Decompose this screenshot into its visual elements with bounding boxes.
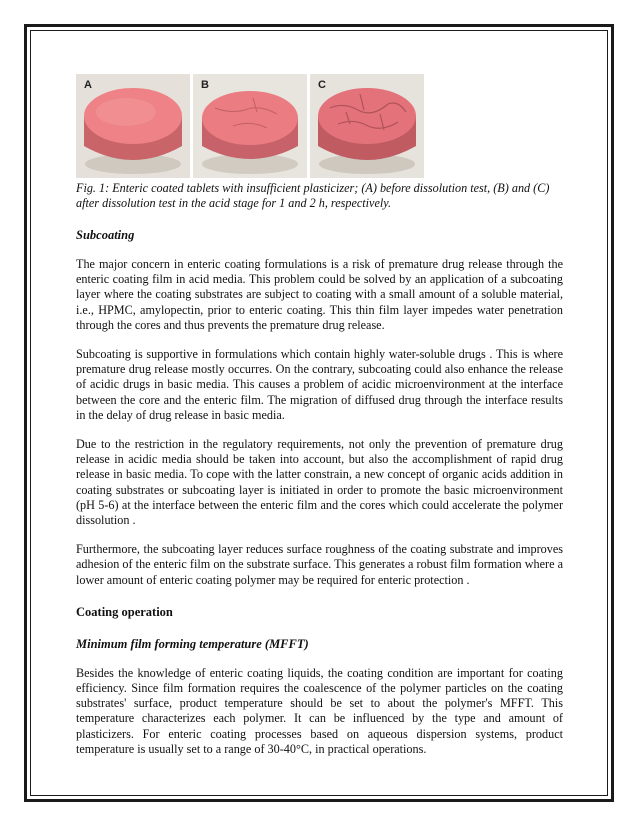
- panel-letter-b: B: [201, 79, 209, 91]
- paragraph-subcoating-3: Due to the restriction in the regulatory requirements, not only the prevention of premature drug release in acidic media should be taken into account, but also the accomplishment of rapid drug release in basic media. To cope with the latter constrain, a new concept of organic acids addition in coating substrates or subcoating layer is initiated in order to promote the basic microenvironment (pH 5-6) at the interface between the enteric film and the cores which could accelerate the polymer dissolution .: [76, 437, 563, 528]
- panel-letter-c: C: [318, 79, 326, 91]
- tablet-image-b: [193, 74, 307, 178]
- figure-caption: Fig. 1: Enteric coated tablets with insufficient plasticizer; (A) before dissolution test, (B) and (C) after dissolution test in the acid stage for 1 and 2 h, respectively.: [76, 181, 550, 210]
- heading-subcoating: Subcoating: [76, 228, 135, 242]
- tablet-image-c: [310, 74, 424, 178]
- tablet-photo-b: [193, 74, 307, 178]
- heading-coating-operation: Coating operation: [76, 604, 173, 619]
- paragraph-subcoating-4: Furthermore, the subcoating layer reduces surface roughness of the coating substrate and improves adhesion of the enteric film on the substrate surface. This generates a robust film formation where a lower amount of enteric coating polymer may be required for enteric protection .: [76, 542, 563, 587]
- panel-letter-a: A: [84, 79, 92, 91]
- tablet-photo-a: [76, 74, 190, 178]
- paragraph-mfft-1: Besides the knowledge of enteric coating liquids, the coating condition are important for coating efficiency. Since film formation requires the coalescence of the polymer particles on the coating substrates' surface, product temperature should be set to about the polymer's MFFT. This temperature characterizes each polymer. It can be influenced by the type and amount of plasticizers. For enteric coating processes based on aqueous dispersion systems, product temperature is usually set to a range of 30-40°C, in practical operations.: [76, 665, 563, 756]
- paragraph-subcoating-2: Subcoating is supportive in formulations which contain highly water-soluble drugs . This is where premature drug release mostly occurres. On the contrary, subcoating could also enhance the release of acidic drugs in basic media. This causes a problem of acidic microenvironment at the interface between the core and the enteric film. The migration of diffused drug through the interface results in the delay of drug release in basic media.: [76, 347, 563, 422]
- paragraph-subcoating-1: The major concern in enteric coating formulations is a risk of premature drug release through the enteric coating film in acid media. This problem could be solved by an application of a subcoating layer where the coating substrates are subject to coating with a small amount of a soluble material, i.e., HPMC, amylopectin, prior to enteric coating. This thin film layer impedes water penetration through the cores and thus prevents the premature drug release.: [76, 257, 563, 332]
- heading-mfft: Minimum film forming temperature (MFFT): [76, 636, 309, 651]
- figure-1: [76, 74, 563, 178]
- document-body: [76, 74, 563, 757]
- tablet-photo-c: [310, 74, 424, 178]
- tablet-image-a: [76, 74, 190, 178]
